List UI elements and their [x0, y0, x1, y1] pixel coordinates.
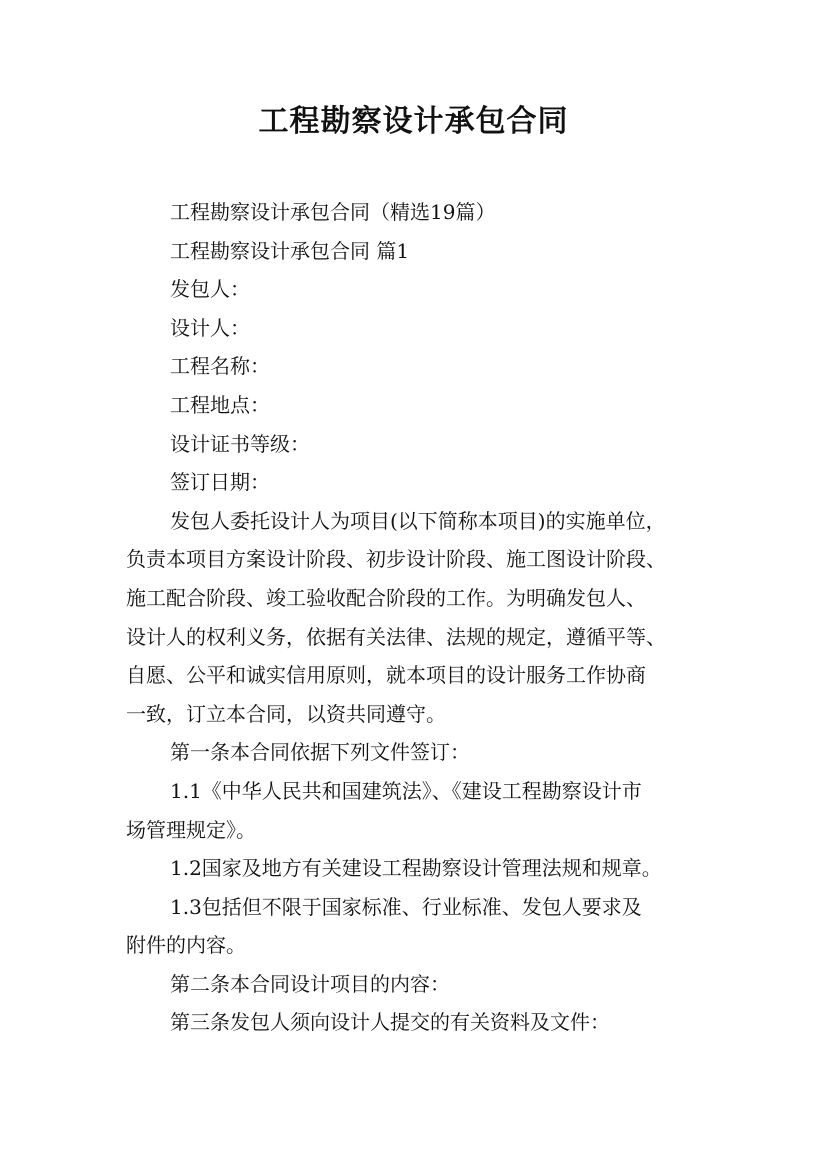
paragraph-line: 自愿、公平和诚实信用原则，就本项目的设计服务工作协商	[126, 663, 646, 688]
paragraph-line: 设计证书等级：	[170, 431, 310, 456]
paragraph-line: 施工配合阶段、竣工验收配合阶段的工作。为明确发包人、	[126, 585, 646, 610]
paragraph-line: 负责本项目方案设计阶段、初步设计阶段、施工图设计阶段、	[126, 547, 666, 572]
paragraph-line: 签订日期：	[170, 470, 270, 495]
paragraph-line: 设计人的权利义务，依据有关法律、法规的规定，遵循平等、	[126, 624, 666, 649]
paragraph-line: 工程勘察设计承包合同（精选19篇）	[170, 200, 496, 224]
paragraph-line: 一致，订立本合同，以资共同遵守。	[126, 701, 446, 726]
paragraph-line: 工程勘察设计承包合同 篇1	[170, 238, 410, 263]
paragraph-line: 场管理规定》。	[126, 817, 256, 842]
paragraph-line: 发包人：	[170, 277, 250, 302]
paragraph-line: 第二条本合同设计项目的内容：	[170, 971, 450, 996]
paragraph-line: 1.2国家及地方有关建设工程勘察设计管理法规和规章。	[170, 856, 662, 881]
paragraph-line: 附件的内容。	[126, 933, 246, 958]
paragraph-line: 工程名称：	[170, 354, 270, 379]
paragraph-line: 工程地点：	[170, 392, 270, 417]
document-body	[126, 193, 716, 1042]
document-title: 工程勘察设计承包合同	[258, 104, 569, 139]
paragraph-line: 1.3包括但不限于国家标准、行业标准、发包人要求及	[170, 894, 642, 919]
paragraph-line: 第一条本合同依据下列文件签订：	[170, 740, 470, 765]
paragraph-line: 设计人：	[170, 315, 250, 340]
paragraph-line: 1.1《中华人民共和国建筑法》、《建设工程勘察设计市	[170, 778, 642, 803]
paragraph-line: 发包人委托设计人为项目(以下简称本项目)的实施单位，	[170, 508, 666, 533]
paragraph-line: 第三条发包人须向设计人提交的有关资料及文件：	[170, 1010, 610, 1035]
